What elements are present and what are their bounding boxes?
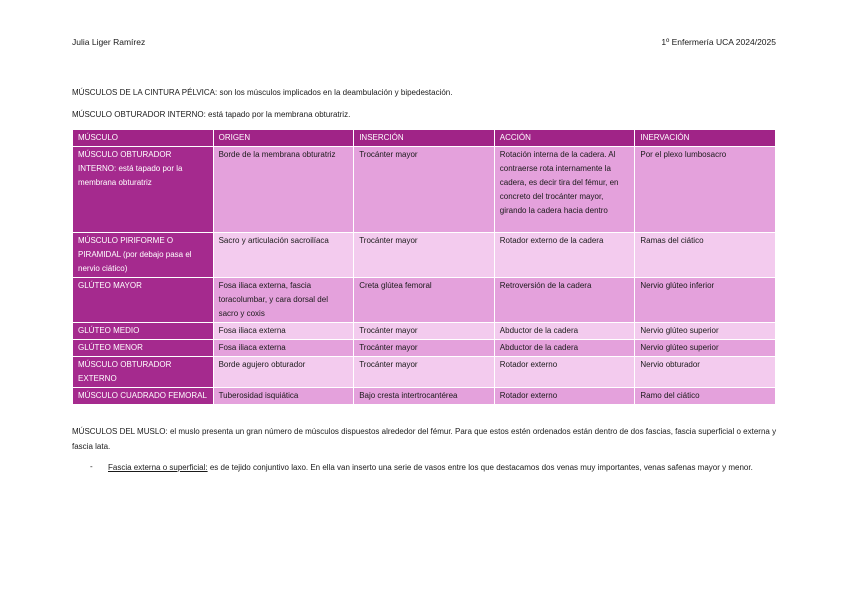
cell-origen: Borde agujero obturador [213,357,354,388]
cell-inervacion: Ramo del ciático [635,388,776,405]
cell-origen: Fosa iliaca externa, fascia toracolumbar, y cara dorsal del sacro y coxis [213,278,354,323]
header-insercion: INSERCIÓN [354,130,495,147]
cell-insercion: Trocánter mayor [354,340,495,357]
table-row [73,340,776,357]
cell-insercion: Creta glútea femoral [354,278,495,323]
cell-insercion: Trocánter mayor [354,323,495,340]
cell-insercion: Trocánter mayor [354,357,495,388]
cell-accion: Rotador externo [494,357,635,388]
cell-origen: Borde de la membrana obturatriz [213,147,354,233]
table-header-row [73,130,776,147]
list-item-title: Fascia externa o superficial: [108,463,208,472]
header-origen: ORIGEN [213,130,354,147]
cell-inervacion: Nervio glúteo superior [635,340,776,357]
cell-musculo: MÚSCULO OBTURADOR INTERNO: está tapado por la membrana obturatriz [73,147,214,233]
intro-obturador-interno: MÚSCULO OBTURADOR INTERNO: está tapado por la membrana obturatriz. [72,110,351,119]
intro-musculos-muslo: MÚSCULOS DEL MUSLO: el muslo presenta un gran número de músculos dispuestos alrededor del fémur. Para que estos estén ordenados están dentro de dos fascias, fascia superficial o externa y fascia lata. [72,427,777,451]
cell-musculo: GLÚTEO MAYOR [73,278,214,323]
author-name: Julia Liger Ramírez [72,37,146,47]
cell-inervacion: Nervio obturador [635,357,776,388]
cell-musculo: GLÚTEO MEDIO [73,323,214,340]
cell-musculo: MÚSCULO PIRIFORME O PIRAMIDAL (por debajo pasa el nervio ciático) [73,233,214,278]
cell-insercion: Bajo cresta intertrocantérea [354,388,495,405]
cell-origen: Tuberosidad isquiática [213,388,354,405]
table-row [73,357,776,388]
table-row [73,233,776,278]
cell-origen: Fosa iliaca externa [213,323,354,340]
cell-accion: Abductor de la cadera [494,323,635,340]
cell-musculo: MÚSCULO OBTURADOR EXTERNO [73,357,214,388]
cell-inervacion: Nervio glúteo superior [635,323,776,340]
table-row [73,323,776,340]
header-inervacion: INERVACIÓN [635,130,776,147]
list-bullet: - [90,462,93,471]
cell-accion: Rotador externo de la cadera [494,233,635,278]
muscles-table [72,129,776,405]
cell-insercion: Trocánter mayor [354,147,495,233]
header-accion: ACCIÓN [494,130,635,147]
cell-inervacion: Nervio glúteo inferior [635,278,776,323]
table-row [73,278,776,323]
cell-insercion: Trocánter mayor [354,233,495,278]
cell-origen: Fosa iliaca externa [213,340,354,357]
table-row [73,147,776,233]
table-row [73,388,776,405]
cell-musculo: MÚSCULO CUADRADO FEMORAL [73,388,214,405]
cell-inervacion: Ramas del ciático [635,233,776,278]
cell-accion: Retroversión de la cadera [494,278,635,323]
intro-cintura-pelvica: MÚSCULOS DE LA CINTURA PÉLVICA: son los músculos implicados en la deambulación y bipedestación. [72,88,453,97]
header-musculo: MÚSCULO [73,130,214,147]
cell-inervacion: Por el plexo lumbosacro [635,147,776,233]
cell-accion: Rotación interna de la cadera. Al contraerse rota internamente la cadera, es decir tira del fémur, en concreto del trocánter mayor, girando la cadera hacia dentro [494,147,635,233]
list-item [108,460,778,475]
list-item-text: es de tejido conjuntivo laxo. En ella van inserto una serie de vasos entre los que destacamos dos venas muy importantes, venas safenas mayor y menor. [207,463,753,472]
cell-accion: Abductor de la cadera [494,340,635,357]
cell-accion: Rotador externo [494,388,635,405]
cell-musculo: GLÚTEO MENOR [73,340,214,357]
cell-origen: Sacro y articulación sacroilíaca [213,233,354,278]
course-label: 1º Enfermería UCA 2024/2025 [661,37,776,47]
